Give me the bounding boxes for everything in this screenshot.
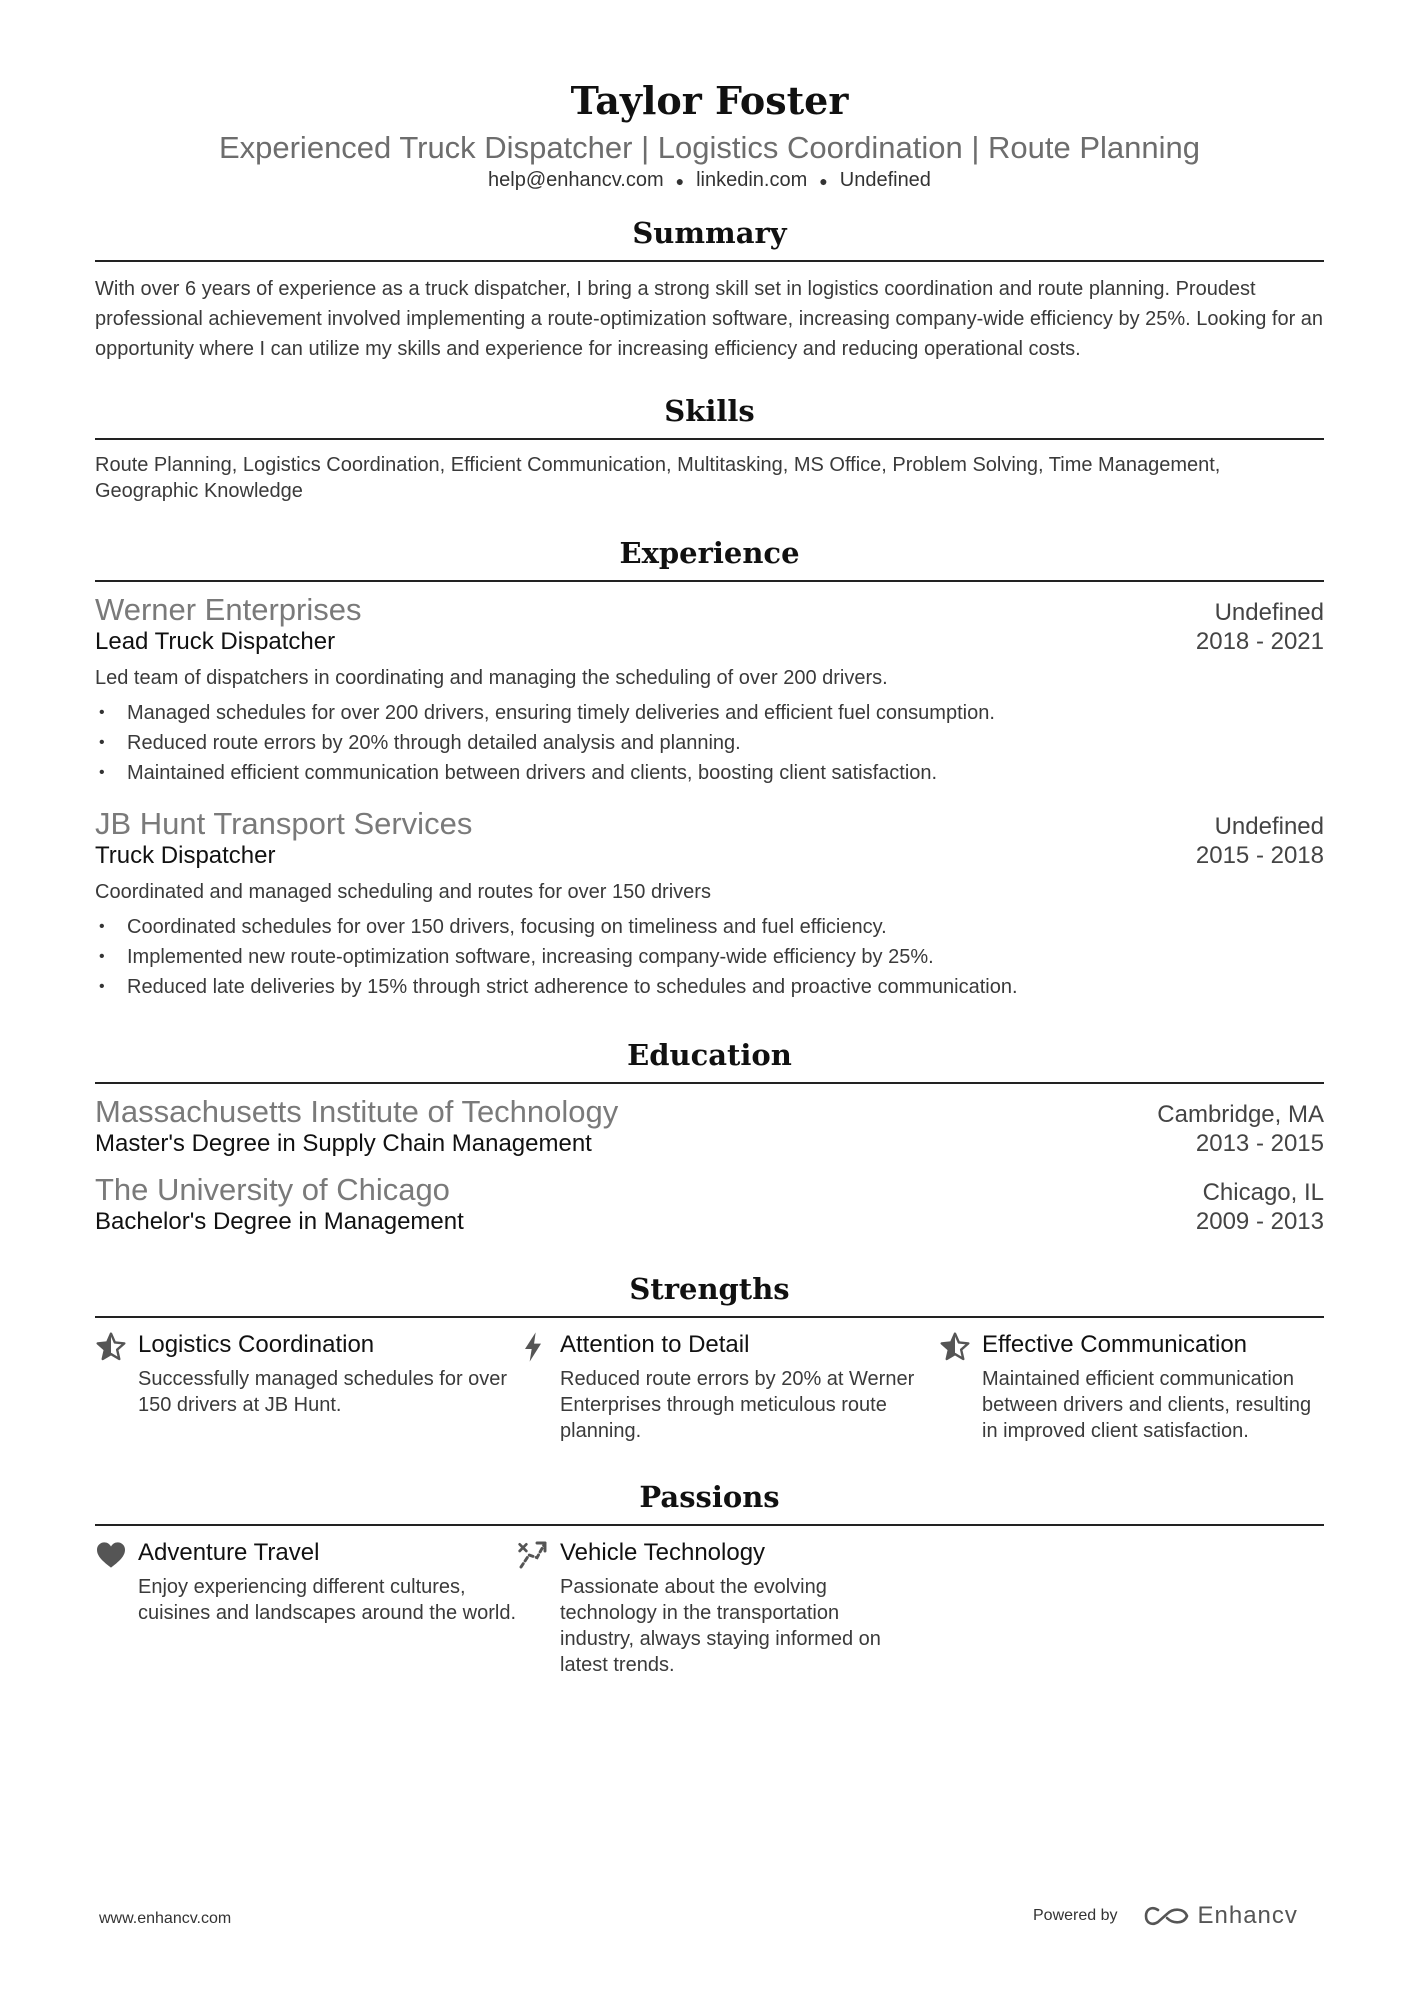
skills-section <box>95 394 1324 504</box>
passions-section <box>95 1480 1324 1678</box>
lightning-icon <box>517 1331 549 1363</box>
passion-description: Enjoy experiencing different cultures, cuisines and landscapes around the world. <box>138 1576 517 1625</box>
linkedin-link[interactable]: linkedin.com <box>696 169 808 192</box>
job-location: Undefined <box>1214 599 1324 627</box>
route-icon <box>517 1539 549 1571</box>
job-dates: 2018 - 2021 <box>1195 628 1324 656</box>
location-text: Undefined <box>839 169 931 192</box>
experience-section <box>95 536 1324 1002</box>
school-name: Massachusetts Institute of Technology <box>95 1094 619 1130</box>
list-item: • Reduced route errors by 20% through detailed analysis and planning. <box>95 728 1324 758</box>
company-name: Werner Enterprises <box>95 592 362 628</box>
job-bullets <box>95 912 1324 1002</box>
passion-description: Passionate about the evolving technology in the transportation industry, always staying informed on latest trends. <box>560 1576 881 1677</box>
passion-item <box>95 1538 517 1678</box>
candidate-headline: Experienced Truck Dispatcher | Logistics Coordination | Route Planning <box>218 129 1201 165</box>
strengths-section <box>95 1272 1324 1444</box>
strengths-grid <box>95 1330 1324 1444</box>
section-title-experience: Experience <box>95 536 1324 582</box>
separator-dot: ● <box>819 173 828 190</box>
education-entry <box>95 1172 1324 1236</box>
strength-item <box>95 1330 517 1444</box>
degree-title: Bachelor's Degree in Management <box>95 1208 464 1236</box>
job-bullets <box>95 698 1324 788</box>
strength-title: Effective Communication <box>982 1331 1248 1359</box>
strength-description: Maintained efficient communication between drivers and clients, resulting in improved client satisfaction. <box>982 1368 1312 1443</box>
powered-by-label: Powered by <box>1033 1907 1118 1924</box>
education-entry <box>95 1094 1324 1158</box>
email-link[interactable]: help@enhancv.com <box>488 169 664 192</box>
experience-entry <box>95 806 1324 1002</box>
footer-branding <box>1033 1902 1298 1930</box>
strength-description: Successfully managed schedules for over 150 drivers at JB Hunt. <box>138 1368 508 1417</box>
passions-grid <box>95 1538 1324 1678</box>
resume-content <box>95 80 1324 1678</box>
job-description: Led team of dispatchers in coordinating and managing the scheduling of over 200 drivers. <box>95 667 888 690</box>
strength-title: Attention to Detail <box>560 1331 750 1359</box>
entry-role-row <box>95 842 1324 870</box>
contact-line <box>95 169 1324 192</box>
entry-degree-row <box>95 1130 1324 1158</box>
footer-website-link[interactable]: www.enhancv.com <box>99 1910 232 1927</box>
candidate-name: Taylor Foster <box>570 78 849 123</box>
education-section <box>95 1038 1324 1236</box>
passion-item <box>517 1538 902 1678</box>
section-title-skills: Skills <box>95 394 1324 440</box>
entry-role-row <box>95 628 1324 656</box>
section-title-strengths: Strengths <box>95 1272 1324 1318</box>
school-name: The University of Chicago <box>95 1172 450 1208</box>
enhancv-logo-icon <box>1144 1904 1190 1928</box>
job-location: Undefined <box>1214 813 1324 841</box>
skills-text: Route Planning, Logistics Coordination, Efficient Communication, Multitasking, MS Office, Problem Solving, Time Management, Geographic Knowledge <box>95 454 1221 503</box>
summary-text: With over 6 years of experience as a truck dispatcher, I bring a strong skill set in logistics coordination and route planning. Proudest professional achievement involved implementing a route-optimization software, increasing company-wide efficiency by 25%. Looking for an opportunity where I can utilize my skills and experience for increasing efficiency and reducing operational costs. <box>95 278 1324 361</box>
section-title-summary: Summary <box>95 216 1324 262</box>
star-icon <box>939 1331 971 1363</box>
entry-degree-row <box>95 1208 1324 1236</box>
degree-title: Master's Degree in Supply Chain Management <box>95 1130 592 1158</box>
job-description: Coordinated and managed scheduling and routes for over 150 drivers <box>95 881 711 904</box>
company-name: JB Hunt Transport Services <box>95 806 473 842</box>
experience-entry <box>95 592 1324 788</box>
brand-name: Enhancv <box>1197 1902 1298 1929</box>
section-title-education: Education <box>95 1038 1324 1084</box>
list-item: • Coordinated schedules for over 150 drivers, focusing on timeliness and fuel efficiency. <box>95 912 1324 942</box>
strength-description: Reduced route errors by 20% at Werner Enterprises through meticulous route planning. <box>560 1368 915 1443</box>
school-location: Chicago, IL <box>1202 1179 1324 1207</box>
list-item: • Managed schedules for over 200 drivers, ensuring timely deliveries and efficient fuel consumption. <box>95 698 1324 728</box>
strength-item <box>517 1330 939 1444</box>
summary-section <box>95 216 1324 364</box>
strength-item <box>939 1330 1324 1444</box>
job-dates: 2015 - 2018 <box>1195 842 1324 870</box>
school-location: Cambridge, MA <box>1157 1101 1324 1129</box>
list-item: • Reduced late deliveries by 15% through strict adherence to schedules and proactive communication. <box>95 972 1324 1002</box>
entry-header-row <box>95 1172 1324 1208</box>
entry-header-row <box>95 592 1324 628</box>
list-item: • Maintained efficient communication between drivers and clients, boosting client satisfaction. <box>95 758 1324 788</box>
star-icon <box>95 1331 127 1363</box>
entry-header-row <box>95 806 1324 842</box>
passion-title: Adventure Travel <box>138 1539 320 1567</box>
job-title: Truck Dispatcher <box>95 842 276 870</box>
separator-dot: ● <box>675 173 685 190</box>
entry-header-row <box>95 1094 1324 1130</box>
job-title: Lead Truck Dispatcher <box>95 628 336 656</box>
section-title-passions: Passions <box>95 1480 1324 1526</box>
strength-title: Logistics Coordination <box>138 1331 375 1359</box>
heart-icon <box>95 1539 127 1571</box>
passion-title: Vehicle Technology <box>560 1539 766 1567</box>
education-dates: 2013 - 2015 <box>1195 1130 1324 1158</box>
list-item: • Implemented new route-optimization software, increasing company-wide efficiency by 25%. <box>95 942 1324 972</box>
education-dates: 2009 - 2013 <box>1195 1208 1324 1236</box>
